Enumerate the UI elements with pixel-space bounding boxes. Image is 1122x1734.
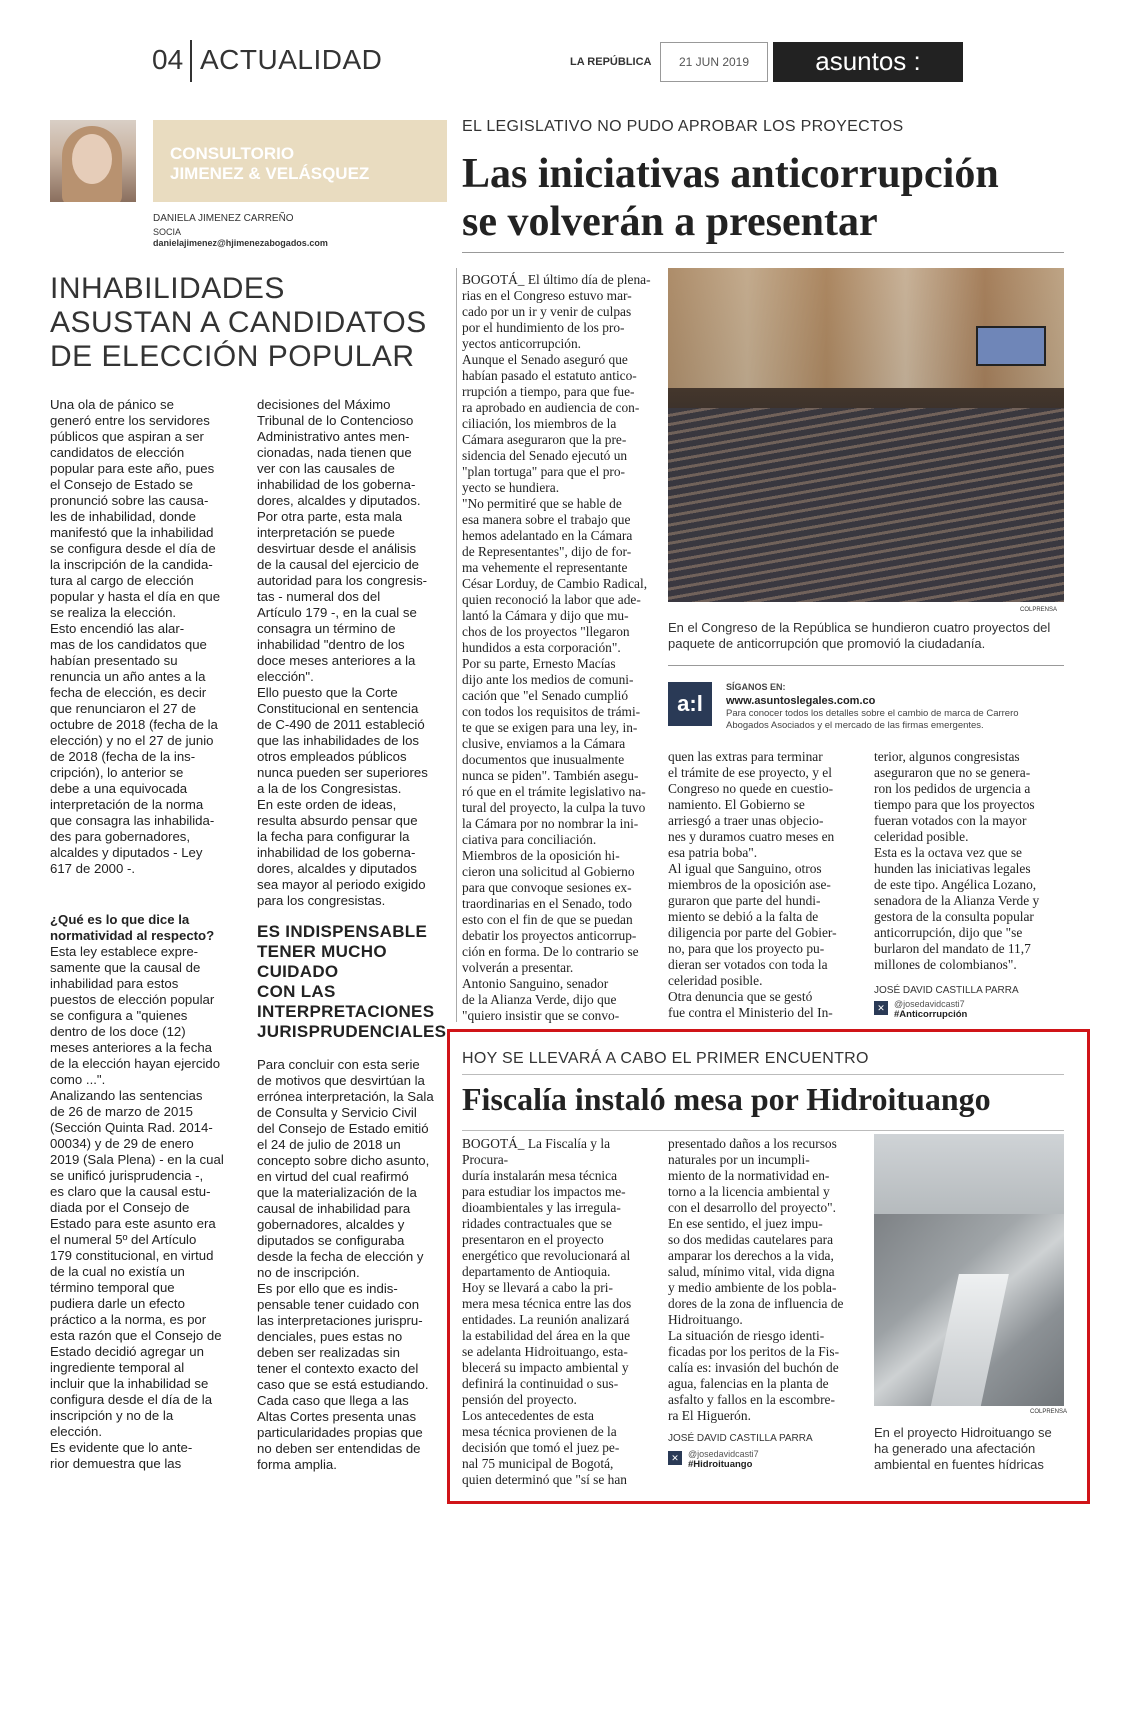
issue-date: 21 JUN 2019	[660, 42, 768, 82]
author-email: danielajimenez@hjimenezabogados.com	[153, 238, 328, 248]
congress-photo	[668, 268, 1064, 602]
brand-logo: asuntos : legales	[773, 42, 963, 82]
hidroituango-divider	[462, 1074, 1064, 1075]
hidroituango-body-col2: presentado daños a los recursos naturales por un incumpli- miento de la normatividad en- torno a la licencia ambiental y con el desarrollo del proyecto". En ese sentido, el juez impu- so dos medidas cautelares para amparar los derechos a la vida, salud, mínimo vital, vida digna y medio ambiente de los pobla- dores de la zona de influencia de Hidroituango. La situación de riesgo identi- ficadas por los peritos de la Fis- calía es: invasión del buchón de agua, falencias en la planta de asfalto y fallos en la escombre- ra El Higuerón.	[668, 1136, 844, 1423]
hidroituango-kicker: HOY SE LLEVARÁ A CABO EL PRIMER ENCUENTRO	[462, 1050, 869, 1067]
hidroituango-headline: Fiscalía instaló mesa por Hidroituango	[462, 1081, 991, 1117]
follow-description: Para conocer todos los detalles sobre el cambio de marca de Carrero Abogados Asociados y el mercado de las firmas emergentes.	[726, 708, 1019, 731]
social-icon: ✕	[668, 1451, 682, 1465]
publication-name: LA REPÚBLICA	[570, 56, 652, 68]
photo-caption: En el proyecto Hidroituango se ha generado una afectación ambiental en fuentes hídricas	[874, 1425, 1052, 1472]
column-body-col2-cont: Para concluir con esta serie de motivos que desvirtúan la errónea interpretación, la Sala de Consulta y Servicio Civil del Consejo de Estado emitió el 24 de julio de 2018 un concepto sobre dicho asunto, en virtud del cual reafirmó que la materialización de la causal de inhabilidad para gobernadores, alcaldes y diputados se configuraba desde la fecha de elección y no de inscripción. Es por ello que es indis- pensable tener cuidado con las interpretaciones jurispru- denciales, pues estas no deben ser realizadas sin tener el contexto exacto del caso que se está estudiando. Cada caso que llega a las Altas Cortes presenta unas particularidades propias que no deben ser entendidas de forma amplia.	[257, 1057, 434, 1472]
photo-credit: COLPRENSA	[1030, 1409, 1068, 1415]
column-banner-title: CONSULTORIO JIMENEZ & VELÁSQUEZ	[170, 144, 370, 183]
article-byline: JOSÉ DAVID CASTILLA PARRA	[874, 985, 1019, 996]
article-body-col2: quen las extras para terminar el trámite de ese proyecto, y el Congreso no quede en cuestio- namiento. El Gobierno se arriesgó a traer unas objecio- nes y duramos cuatro meses en esa patria boba". Al igual que Sanguino, otros miembros de la oposición ase- guraron que parte del hundi- miento se debió a la falta de diligencia por parte del Gobier- no, para que los proyecto pu- dieran ser votados con toda la celeridad posible. Otra denuncia que se gestó fue contra el Ministerio del In-	[668, 749, 837, 1020]
author-handle: @josedavidcasti7	[894, 999, 965, 1009]
social-icon: ✕	[874, 1001, 888, 1015]
author-name: DANIELA JIMENEZ CARREÑO	[153, 213, 294, 224]
hidroituango-byline: JOSÉ DAVID CASTILLA PARRA	[668, 1433, 813, 1444]
author-handle: @josedavidcasti7	[688, 1449, 759, 1459]
hidroituango-divider-2	[462, 1130, 1064, 1131]
article-hashtag: #Anticorrupción	[894, 1009, 968, 1020]
hidroituango-body-col1: BOGOTÁ_ La Fiscalía y la Procura- duría instalarán mesa técnica para estudiar los impactos me- dioambientales y las irregula- ridades contractuales que se presentaron en el proyecto energético que revolucionará al departamento de Antioquia. Hoy se llevará a cabo la pri- mera mesa técnica entre las dos entidades. La reunión analizará la estabilidad del área en la que se adelanta Hidroituango, esta- blecerá su impacto ambiental y definirá la continuidad o sus- pensión del proyecto. Los antecedentes de esta mesa técnica provienen de la decisión que tomó el juez pe- nal 75 municipal de Bogotá, quien determinó que "sí se han	[462, 1136, 632, 1487]
dam-photo	[874, 1134, 1064, 1406]
author-photo	[50, 120, 136, 202]
article-kicker: EL LEGISLATIVO NO PUDO APROBAR LOS PROYECTOS	[462, 118, 904, 135]
section-name: ACTUALIDAD	[200, 44, 383, 75]
column-body-col1: Una ola de pánico se generó entre los servidores públicos que aspiran a ser candidatos de elección popular para este año, pues el Consejo de Estado se pronunció sobre las causa- les de inhabilidad, donde manifestó que la inhabilidad se configura desde el día de la inscripción de la candida- tura al cargo de elección popular y hasta el día en que se realiza la elección. Esto encendió las alar- mas de los candidatos que habían presentado su renuncia un año antes a la fecha de elección, es decir que renunciaron el 27 de octubre de 2018 (fecha de la elección) y no el 27 de junio de 2018 (fecha de la ins- cripción), lo anterior se debe a una equivocada interpretación de la norma que consagra las inhabilida- des para gobernadores, alcaldes y diputados - Ley 617 de 2000 -.	[50, 397, 221, 876]
author-role: SOCIA	[153, 227, 182, 237]
column-subheading: ¿Qué es lo que dice la normatividad al respecto?	[50, 912, 215, 943]
hidroituango-hashtag: #Hidroituango	[688, 1459, 753, 1470]
article-body-col3: terior, algunos congresistas aseguraron que no se genera- ron los pedidos de urgencia a tiempo para que los proyectos fueran votados con la mayor celeridad posible. Esta es la octava vez que se hunden las iniciativas legales de este tipo. Angélica Lozano, senadora de la Alianza Verde y gestora de la consulta popular anticorrupción, dijo que "se burlaron del mandato de 11,7 millones de colombianos".	[874, 749, 1040, 972]
article-headline: Las iniciativas anticorrupción se volverán a presentar	[462, 151, 999, 245]
article-divider	[462, 252, 1064, 253]
caption-divider	[668, 665, 1064, 666]
column-divider	[456, 268, 457, 1022]
follow-link[interactable]: www.asuntoslegales.com.co	[726, 695, 876, 707]
brand-icon: a:l	[668, 682, 712, 726]
follow-label: SÍGANOS EN:	[726, 682, 786, 692]
column-body-col1-cont: Esta ley establece expre- samente que la causal de inhabilidad para estos puestos de elección popular se configura a "quienes dentro de los doce (12) meses anteriores a la fecha de la elección hayan ejercido como ...". Analizando las sentencias de 26 de marzo de 2015 (Sección Quinta Rad. 2014- 00034) y de 29 de enero 2019 (Sala Plena) - en la cual se unificó jurisprudencia -, es claro que la causal estu- diada por el Consejo de Estado para este asunto era el numeral 5º del Artículo 179 constitucional, en virtud de la cual no existía un término temporal que pudiera darle un efecto práctico a la norma, es por esta razón que el Consejo de Estado decidió agregar un ingrediente temporal al incluir que la inhabilidad se configura desde el día de la inscripción y no de la elección. Es evidente que lo ante- rior demuestra que las	[50, 944, 224, 1471]
section-divider	[190, 40, 192, 82]
column-body-col2: decisiones del Máximo Tribunal de lo Contencioso Administrativo antes men- cionadas, nada tienen que ver con las causales de inhabilidad de los goberna- dores, alcaldes y diputados. Por otra parte, esta mala interpretación se puede desvirtuar desde el análisis de la causal del ejercicio de autoridad para los congresis- tas - numeral dos del Artículo 179 -, en la cual se consagra un término de inhabilidad "dentro de los doce meses anteriores a la elección". Ello puesto que la Corte Constitucional en sentencia de C-490 de 2011 estableció que las inhabilidades de los otros empleados públicos nunca pueden ser superiores a la de los Congresistas. En este orden de ideas, resulta absurdo pensar que la fecha para configurar la inhabilidad de los goberna- dores, alcaldes y diputados sea mayor al periodo exigido para los congresistas.	[257, 397, 428, 908]
column-headline: INHABILIDADES ASUSTAN A CANDIDATOS DE ELECCIÓN POPULAR	[50, 272, 427, 373]
photo-credit: COLPRENSA	[1020, 607, 1058, 613]
section-number: 04	[152, 44, 184, 75]
column-pullquote: ES INDISPENSABLE TENER MUCHO CUIDADO CON LAS INTERPRETACIONES JURISPRUDENCIALES	[257, 922, 447, 1041]
photo-caption: En el Congreso de la República se hundieron cuatro proyectos del paquete de anticorrupción que promovió la ciudadanía.	[668, 620, 1051, 651]
article-body-col1: BOGOTÁ_ El último día de plena- rias en el Congreso estuvo mar- cado por un ir y venir de culpas por el hundimiento de los pro- yectos anticorrupción. Aunque el Senado aseguró que habían pasado el estatuto antico- rrupción a tiempo, para que fue- ra aprobado en audiencia de con- ciliación, los miembros de la Cámara aseguraron que la pre- sidencia del Senado ejecutó un "plan tortuga" para que el pro- yecto se hundiera. "No permitiré que se hable de esa manera sobre el trabajo que hemos adelantado en la Cámara de Representantes", dijo de for- ma vehemente el representante César Lorduy, de Cambio Radical, quien reconoció la labor que ade- lantó la Cámara y dijo que mu- chos de los proyectos "llegaron hundidos a esta corporación". Por su parte, Ernesto Macías dijo ante los medios de comuni- cación que "el Senado cumplió con todos los requisitos de trámi- te que se exigen para una ley, in- clusive, enviamos a la Cámara documentos que inusualmente nunca se piden". También asegu- ró que en el trámite legislativo na- tural del proyecto, la culpa la tuvo la Cámara por no nombrar la ini- ciativa para conciliación. Miembros de la oposición hi- cieron una solicitud al Gobierno para que convoque sesiones ex- traordinarias en el Senado, todo esto con el fin de que se puedan debatir los proyectos anticorrup- ción en forma. De lo contrario se volverán a presentar. Antonio Sanguino, senador de la Alianza Verde, dijo que "quiero insistir que se convo-	[462, 272, 651, 1023]
